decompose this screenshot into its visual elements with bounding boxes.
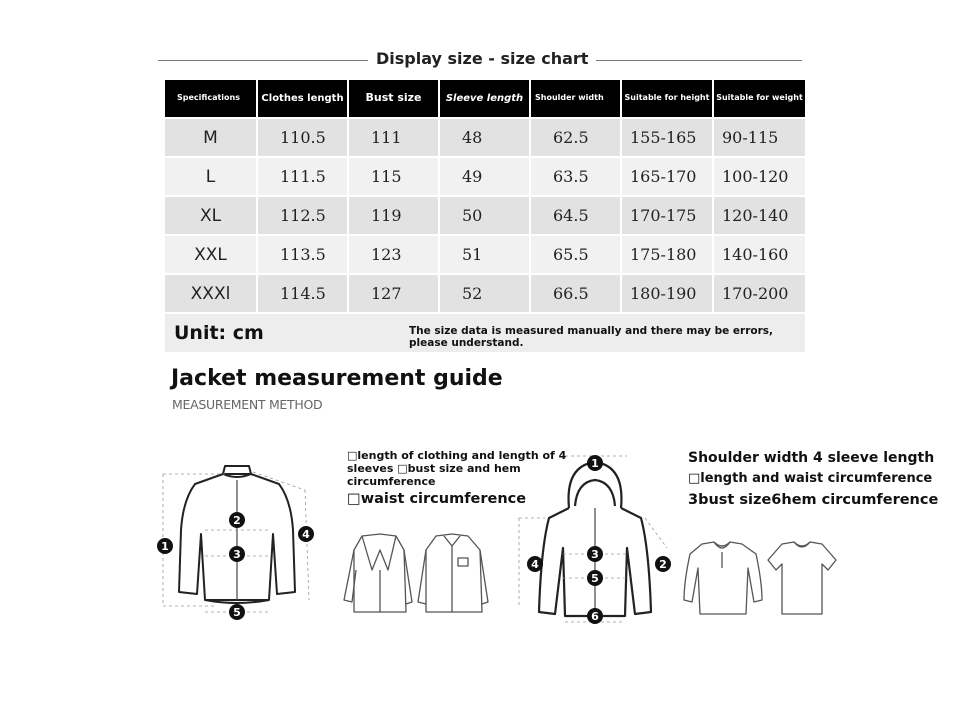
badge-4: [527, 556, 543, 572]
cell-sleeve-length: 52: [439, 274, 530, 312]
cell-sleeve-length: 48: [439, 118, 530, 157]
badge-2: [655, 556, 671, 572]
header-clothes-length: Clothes length: [257, 80, 348, 118]
badge-2: [229, 512, 245, 528]
cell-spec: XXL: [165, 235, 257, 274]
svg-text:4: 4: [531, 558, 539, 571]
cell-bust-size: 111: [348, 118, 439, 157]
cell-bust-size: 127: [348, 274, 439, 312]
unit-row: [165, 314, 805, 352]
header-sleeve-length: Sleeve length: [439, 80, 530, 118]
header-shoulder-width: Shoulder width: [530, 80, 621, 118]
cell-clothes-length: 111.5: [257, 157, 348, 196]
zip-jacket-illustration: [155, 460, 330, 625]
cell-clothes-length: 114.5: [257, 274, 348, 312]
cell-shoulder-width: 66.5: [530, 274, 621, 312]
badge-6: [587, 608, 603, 624]
badge-3: [587, 546, 603, 562]
cell-height: 170-175: [621, 196, 713, 235]
badge-5: [229, 604, 245, 620]
cell-sleeve-length: 51: [439, 235, 530, 274]
cell-spec: M: [165, 118, 257, 157]
badge-1: [587, 455, 603, 471]
page-title: Display size - size chart: [368, 49, 596, 68]
svg-text:5: 5: [591, 572, 599, 585]
cell-clothes-length: 113.5: [257, 235, 348, 274]
unit-label: Unit: cm: [174, 322, 264, 344]
svg-text:3: 3: [591, 548, 599, 561]
table-row: [165, 235, 805, 274]
table-row: [165, 157, 805, 196]
badge-5: [587, 570, 603, 586]
table-row: [165, 196, 805, 235]
cell-spec: L: [165, 157, 257, 196]
svg-text:2: 2: [233, 514, 241, 527]
cell-spec: XXXl: [165, 274, 257, 312]
blazer-and-shirt-sketch: [340, 530, 490, 620]
cell-weight: 100-120: [713, 157, 805, 196]
disclaimer: The size data is measured manually and there may be errors, please understand.: [409, 325, 774, 349]
cell-shoulder-width: 65.5: [530, 235, 621, 274]
cell-shoulder-width: 62.5: [530, 118, 621, 157]
cell-shoulder-width: 64.5: [530, 196, 621, 235]
badge-3: [229, 546, 245, 562]
header-suitable-weight: Suitable for weight: [713, 80, 805, 118]
cell-clothes-length: 110.5: [257, 118, 348, 157]
table-row: [165, 274, 805, 312]
cell-weight: 140-160: [713, 235, 805, 274]
note-right-line3: 3bust size6hem circumference: [688, 492, 939, 508]
note-right-line1: Shoulder width 4 sleeve length: [688, 450, 935, 466]
cell-shoulder-width: 63.5: [530, 157, 621, 196]
cell-bust-size: 119: [348, 196, 439, 235]
tee-sketches: [680, 538, 840, 620]
table-header-row: [165, 80, 805, 118]
cell-sleeve-length: 49: [439, 157, 530, 196]
cell-weight: 170-200: [713, 274, 805, 312]
cell-height: 165-170: [621, 157, 713, 196]
svg-text:3: 3: [233, 548, 241, 561]
table-row: [165, 118, 805, 157]
svg-text:6: 6: [591, 610, 599, 623]
svg-text:2: 2: [659, 558, 667, 571]
note-left-line2: □waist circumference: [347, 491, 527, 507]
badge-4: [298, 526, 314, 542]
header-specifications: Specifications: [165, 80, 257, 118]
note-left-line1: □length of clothing and length of 4 sleeves □bust size and hem circumference: [347, 449, 567, 489]
cell-weight: 90-115: [713, 118, 805, 157]
cell-height: 155-165: [621, 118, 713, 157]
svg-text:4: 4: [302, 528, 310, 541]
svg-text:1: 1: [161, 540, 169, 553]
guide-title: Jacket measurement guide: [171, 366, 503, 391]
cell-bust-size: 123: [348, 235, 439, 274]
cell-bust-size: 115: [348, 157, 439, 196]
svg-text:5: 5: [233, 606, 241, 619]
header-suitable-height: Suitable for height: [621, 80, 713, 118]
badge-1: [157, 538, 173, 554]
cell-weight: 120-140: [713, 196, 805, 235]
cell-spec: XL: [165, 196, 257, 235]
size-chart-table: [165, 80, 805, 312]
header-bust-size: Bust size: [348, 80, 439, 118]
cell-height: 180-190: [621, 274, 713, 312]
cell-clothes-length: 112.5: [257, 196, 348, 235]
cell-height: 175-180: [621, 235, 713, 274]
guide-subtitle: MEASUREMENT METHOD: [172, 397, 323, 412]
cell-sleeve-length: 50: [439, 196, 530, 235]
note-right-line2: □length and waist circumference: [688, 471, 933, 486]
svg-text:1: 1: [591, 457, 599, 470]
